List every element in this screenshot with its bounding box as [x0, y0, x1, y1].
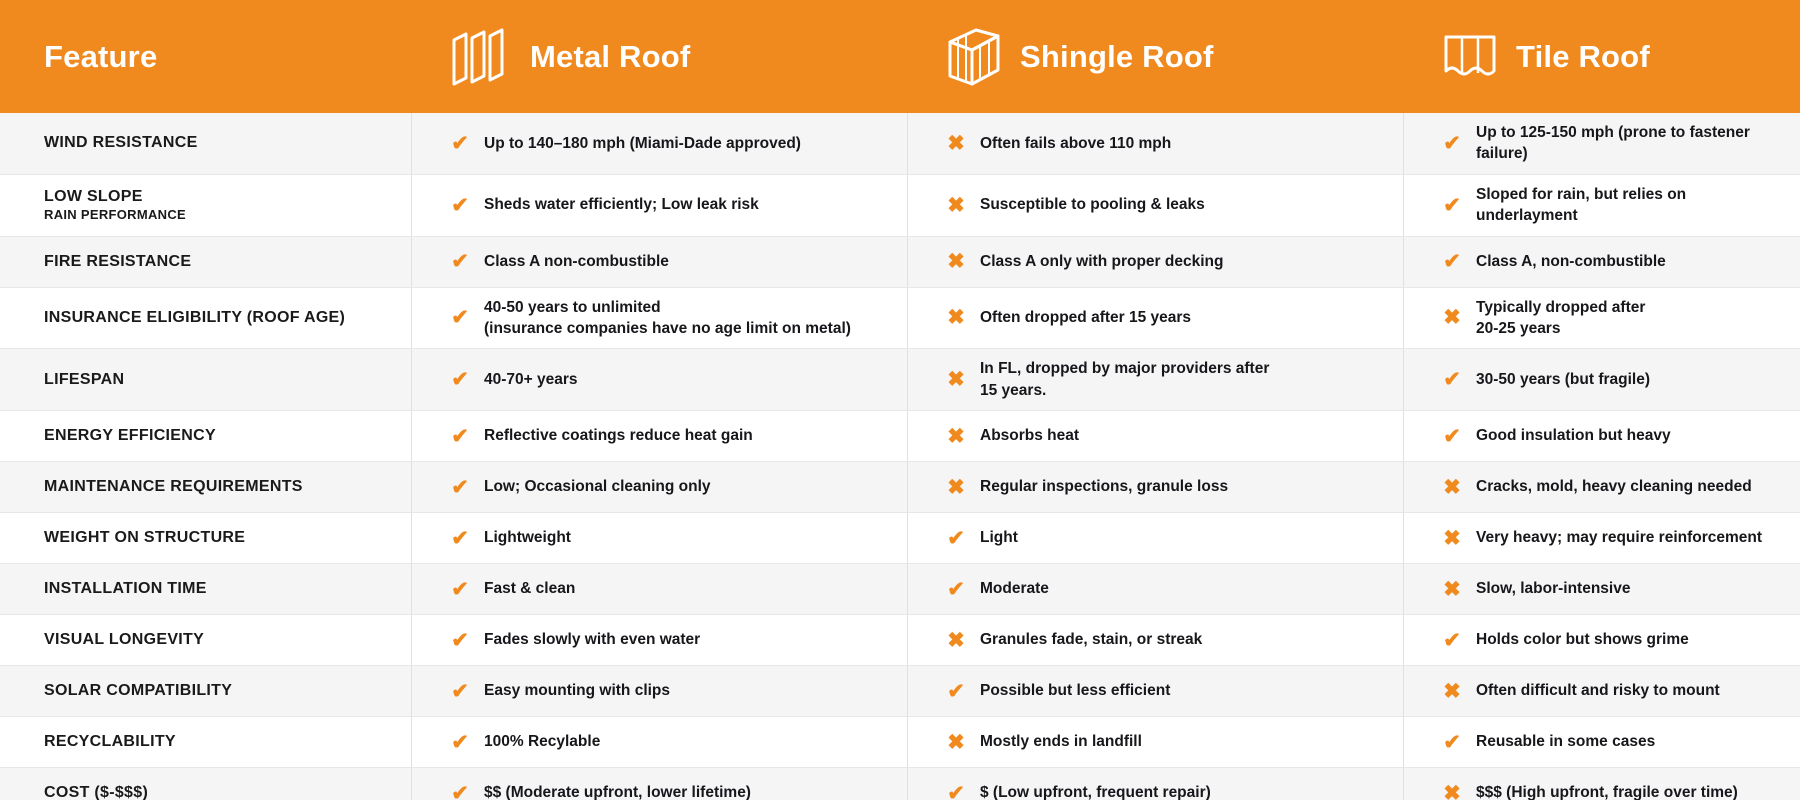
cell-shingle	[908, 462, 1404, 512]
cross-icon: ✖	[947, 475, 965, 499]
shingle-roof-icon	[946, 28, 1002, 86]
row-feature-cell	[0, 411, 412, 461]
cell-text: $$ (Moderate upfront, lower lifetime)	[484, 784, 751, 800]
table-header	[0, 0, 1800, 113]
cell-tile	[1404, 564, 1800, 614]
check-icon: ✔	[451, 781, 469, 800]
feature-label: RECYCLABILITY	[44, 733, 176, 750]
cell-metal	[412, 349, 908, 410]
cell-text: Cracks, mold, heavy cleaning needed	[1476, 478, 1752, 496]
cell-text: Sloped for rain, but relies on underlayment	[1476, 185, 1687, 225]
cell-text-line2: 20-25 years	[1476, 319, 1561, 337]
cell-text: Slow, labor-intensive	[1476, 580, 1631, 598]
cell-text: Sheds water efficiently; Low leak risk	[484, 196, 759, 214]
cell-shingle	[908, 717, 1404, 767]
cell-shingle	[908, 237, 1404, 287]
check-icon: ✔	[1443, 131, 1461, 155]
table-row	[0, 462, 1800, 513]
cell-metal	[412, 288, 908, 349]
cell-text	[1476, 297, 1645, 340]
cell-text: 100% Recylable	[484, 733, 601, 751]
cell-metal	[412, 113, 908, 174]
cell-text: Regular inspections, granule loss	[980, 478, 1229, 496]
cell-text: Possible but less efficient	[980, 682, 1171, 700]
cell-text: Susceptible to pooling & leaks	[980, 196, 1205, 214]
cell-tile	[1404, 513, 1800, 563]
cell-text	[484, 297, 851, 340]
cell-metal	[412, 666, 908, 716]
cell-text: Mostly ends in landfill	[980, 733, 1142, 751]
feature-label: LIFESPAN	[44, 370, 125, 388]
cell-text: Good insulation but heavy	[1476, 427, 1671, 445]
check-icon: ✔	[947, 679, 965, 703]
cell-text: Class A non-combustible	[484, 252, 669, 270]
cell-tile	[1404, 717, 1800, 767]
cross-icon: ✖	[947, 628, 965, 652]
cell-text: Absorbs heat	[980, 427, 1080, 445]
cell-text: Reflective coatings reduce heat gain	[484, 427, 753, 445]
table-row	[0, 717, 1800, 768]
feature-label: WIND RESISTANCE	[44, 134, 198, 152]
row-feature-cell	[0, 349, 412, 410]
cell-shingle	[908, 175, 1404, 236]
cell-metal	[412, 513, 908, 563]
cell-shingle	[908, 768, 1404, 800]
table-row	[0, 513, 1800, 564]
cell-text: Fades slowly with even water	[484, 631, 701, 649]
cell-text: Moderate	[980, 580, 1049, 598]
row-feature-cell	[0, 768, 412, 800]
row-feature-cell	[0, 615, 412, 665]
check-icon: ✔	[947, 781, 965, 800]
row-feature-cell	[0, 717, 412, 767]
cell-tile	[1404, 349, 1800, 410]
cell-text: Up to 140–180 mph (Miami-Dade approved)	[484, 134, 801, 152]
cell-text-line1: Typically dropped after	[1476, 298, 1646, 316]
check-icon: ✔	[451, 679, 469, 703]
cross-icon: ✖	[947, 306, 965, 330]
cross-icon: ✖	[1443, 526, 1461, 550]
cell-text: Lightweight	[484, 529, 571, 547]
feature-label: COST ($-$$$)	[44, 784, 149, 800]
cell-text-line1: 40-50 years to unlimited	[484, 298, 661, 316]
cell-tile	[1404, 411, 1800, 461]
cell-tile	[1404, 768, 1800, 800]
check-icon: ✔	[451, 730, 469, 754]
cell-tile	[1404, 237, 1800, 287]
cross-icon: ✖	[1443, 781, 1461, 800]
check-icon: ✔	[451, 577, 469, 601]
header-feature-cell	[0, 0, 412, 113]
cell-text: Class A, non-combustible	[1476, 252, 1666, 270]
cross-icon: ✖	[947, 250, 965, 273]
feature-label: FIRE RESISTANCE	[44, 252, 192, 270]
cell-tile	[1404, 666, 1800, 716]
tile-roof-icon	[1442, 31, 1498, 83]
header-title-shingle: Shingle Roof	[1020, 38, 1214, 74]
row-feature-cell	[0, 288, 412, 349]
table-row	[0, 288, 1800, 350]
check-icon: ✔	[451, 368, 469, 392]
cell-shingle	[908, 666, 1404, 716]
feature-label: LOW SLOPE	[44, 188, 143, 205]
cell-shingle	[908, 349, 1404, 410]
table-body	[0, 113, 1800, 800]
table-row	[0, 411, 1800, 462]
feature-label: ENERGY EFFICIENCY	[44, 427, 216, 444]
check-icon: ✔	[947, 577, 965, 601]
cell-tile	[1404, 288, 1800, 349]
header-title-tile: Tile Roof	[1516, 38, 1650, 74]
cell-text: Reusable in some cases	[1476, 733, 1656, 751]
header-column-metal	[412, 0, 908, 113]
table-row	[0, 564, 1800, 615]
cell-metal	[412, 768, 908, 800]
cell-text	[980, 358, 1269, 401]
feature-label: INSTALLATION TIME	[44, 580, 207, 597]
row-feature-cell	[0, 564, 412, 614]
row-feature-cell	[0, 113, 412, 174]
cross-icon: ✖	[947, 368, 965, 392]
check-icon: ✔	[451, 628, 469, 652]
cell-text: Easy mounting with clips	[484, 682, 671, 700]
cell-tile	[1404, 113, 1800, 174]
cell-shingle	[908, 411, 1404, 461]
cell-shingle	[908, 513, 1404, 563]
table-row	[0, 666, 1800, 717]
check-icon: ✔	[1443, 250, 1461, 273]
cell-shingle	[908, 288, 1404, 349]
check-icon: ✔	[451, 131, 469, 155]
cell-text: Often dropped after 15 years	[980, 309, 1192, 327]
check-icon: ✔	[1443, 424, 1461, 448]
cross-icon: ✖	[947, 131, 965, 155]
cell-text: Class A only with proper decking	[980, 252, 1224, 270]
feature-label: MAINTENANCE REQUIREMENTS	[44, 478, 303, 495]
check-icon: ✔	[451, 526, 469, 550]
metal-roof-icon	[450, 28, 512, 86]
cross-icon: ✖	[947, 193, 965, 217]
cell-text: Low; Occasional cleaning only	[484, 478, 711, 496]
table-row	[0, 349, 1800, 411]
check-icon: ✔	[451, 250, 469, 273]
cross-icon: ✖	[1443, 306, 1461, 330]
cross-icon: ✖	[947, 730, 965, 754]
row-feature-cell	[0, 513, 412, 563]
feature-label: VISUAL LONGEVITY	[44, 631, 205, 648]
cell-metal	[412, 717, 908, 767]
header-column-tile	[1404, 0, 1800, 113]
cross-icon: ✖	[1443, 577, 1461, 601]
cell-text: Holds color but shows grime	[1476, 631, 1689, 649]
cell-shingle	[908, 564, 1404, 614]
cross-icon: ✖	[947, 424, 965, 448]
check-icon: ✔	[947, 526, 965, 550]
cell-metal	[412, 175, 908, 236]
feature-label: INSURANCE ELIGIBILITY (ROOF AGE)	[44, 308, 346, 326]
cell-metal	[412, 615, 908, 665]
cell-text: Light	[980, 529, 1018, 547]
cell-tile	[1404, 462, 1800, 512]
cell-text: 30-50 years (but fragile)	[1476, 370, 1651, 388]
check-icon: ✔	[1443, 193, 1461, 217]
header-title-metal: Metal Roof	[530, 38, 691, 74]
cell-text-line2: (insurance companies have no age limit on metal)	[484, 319, 851, 337]
cell-metal	[412, 462, 908, 512]
cell-tile	[1404, 175, 1800, 236]
cell-tile	[1404, 615, 1800, 665]
check-icon: ✔	[451, 306, 469, 330]
cell-text: $ (Low upfront, frequent repair)	[980, 784, 1211, 800]
cell-text: Often difficult and risky to mount	[1476, 682, 1720, 700]
check-icon: ✔	[1443, 368, 1461, 392]
table-row	[0, 615, 1800, 666]
feature-sublabel: RAIN PERFORMANCE	[44, 207, 187, 222]
row-feature-cell	[0, 175, 412, 236]
cell-text: Often fails above 110 mph	[980, 134, 1172, 152]
table-row	[0, 237, 1800, 288]
cell-text: Fast & clean	[484, 580, 576, 598]
cell-text-line2: 15 years.	[980, 381, 1047, 399]
cell-text: Granules fade, stain, or streak	[980, 631, 1203, 649]
cross-icon: ✖	[1443, 679, 1461, 703]
check-icon: ✔	[1443, 730, 1461, 754]
check-icon: ✔	[451, 475, 469, 499]
check-icon: ✔	[451, 193, 469, 217]
check-icon: ✔	[451, 424, 469, 448]
cell-text: 40-70+ years	[484, 370, 578, 388]
cell-text-line1: In FL, dropped by major providers after	[980, 360, 1270, 378]
table-row	[0, 175, 1800, 237]
cell-text: $$$ (High upfront, fragile over time)	[1476, 784, 1738, 800]
cross-icon: ✖	[1443, 475, 1461, 499]
cell-metal	[412, 564, 908, 614]
cell-shingle	[908, 113, 1404, 174]
check-icon: ✔	[1443, 628, 1461, 652]
cell-text: Very heavy; may require reinforcement	[1476, 529, 1763, 547]
row-feature-cell	[0, 462, 412, 512]
cell-shingle	[908, 615, 1404, 665]
cell-metal	[412, 411, 908, 461]
row-feature-cell	[0, 237, 412, 287]
cell-metal	[412, 237, 908, 287]
row-feature-cell	[0, 666, 412, 716]
feature-label: SOLAR COMPATIBILITY	[44, 682, 233, 699]
table-row	[0, 113, 1800, 175]
table-row	[0, 768, 1800, 800]
cell-text: Up to 125-150 mph (prone to fastener failure)	[1476, 124, 1750, 163]
header-feature-label: Feature	[44, 38, 158, 74]
feature-label: WEIGHT ON STRUCTURE	[44, 529, 246, 546]
header-column-shingle	[908, 0, 1404, 113]
